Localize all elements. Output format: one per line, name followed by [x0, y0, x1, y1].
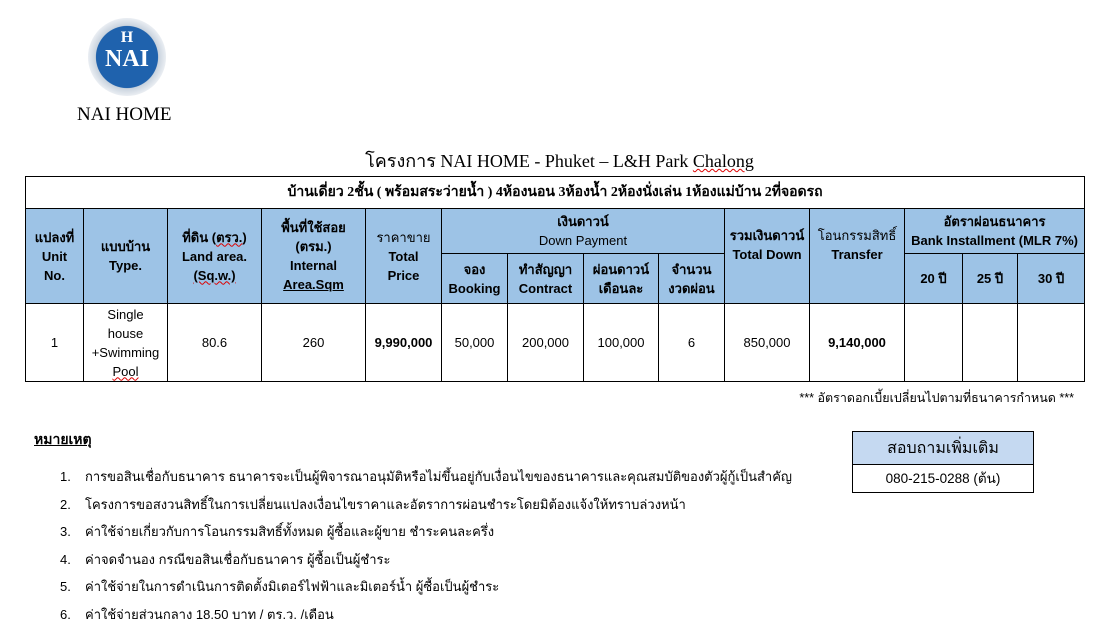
header-land [168, 209, 262, 304]
cell-land: 80.6 [168, 304, 262, 382]
header-price-th: ราคาขาย [376, 229, 431, 245]
note-text: ค่าใช้จ่ายในการดำเนินการติดตั้งมิเตอร์ไฟฟ้าและมิเตอร์น้ำ ผู้ซื้อเป็นผู้ชำระ [85, 579, 500, 594]
header-transfer [810, 209, 905, 304]
header-land-th-a: ที่ดิน ( [182, 229, 217, 245]
header-booking-en: Booking [448, 280, 501, 296]
table-caption: บ้านเดี่ยว 2ชั้น ( พร้อมสระว่ายน้ำ ) 4ห้องนอน 3ห้องน้ำ 2ห้องนั่งเล่น 1ห้องแม่บ้าน 2ที่จอดรถ [26, 177, 1085, 209]
header-transfer-th: โอนกรรมสิทธิ์ [817, 228, 897, 243]
header-area-th2: (ตรม.) [295, 239, 332, 254]
list-item [60, 549, 792, 577]
header-price-en2: Price [387, 267, 420, 283]
page-title [0, 146, 1119, 175]
list-item [60, 466, 792, 494]
header-count-th1: จำนวน [671, 261, 712, 277]
header-area [262, 209, 366, 304]
contact-box [852, 431, 1034, 493]
note-number: 2. [60, 496, 71, 512]
note-number: 6. [60, 606, 71, 622]
header-monthly-th2: เดือนละ [598, 280, 644, 296]
header-land-en2: (Sq.w.) [193, 267, 236, 283]
cell-unit: 1 [26, 304, 84, 382]
header-count [659, 254, 725, 304]
header-unit-en2: No. [44, 267, 65, 283]
header-monthly-th1: ผ่อนดาวน์ [592, 261, 650, 277]
header-30y: 30 ปี [1018, 254, 1085, 304]
header-area-en2: Area.Sqm [283, 277, 344, 292]
header-type-th: แบบบ้าน [100, 239, 151, 254]
header-down-th: เงินดาวน์ [557, 214, 609, 229]
header-booking [442, 254, 508, 304]
header-bank [905, 209, 1085, 254]
header-price-en1: Total [388, 248, 419, 264]
logo-letter: H [120, 29, 134, 46]
note-number: 1. [60, 469, 71, 484]
header-bank-th: อัตราผ่อนธนาคาร [943, 214, 1046, 229]
header-contract [508, 254, 584, 304]
header-down-payment [442, 209, 725, 254]
header-totaldown-th: รวมเงินดาวน์ [729, 228, 805, 243]
note-text: ค่าใช้จ่ายเกี่ยวกับการโอนกรรมสิทธิ์ทั้งหมด ผู้ซื้อและผู้ขาย ชำระคนละครึ่ง [85, 524, 495, 539]
header-contract-en: Contract [518, 280, 573, 296]
cell-transfer: 9,140,000 [810, 304, 905, 382]
list-item [60, 576, 792, 604]
cell-type-1: Single [107, 306, 144, 322]
header-totaldown-en: Total Down [732, 247, 802, 262]
cell-30y [1018, 304, 1085, 382]
header-land-th-b: ตรว. [216, 229, 243, 245]
notes-list [60, 466, 792, 631]
cell-type-3: +Swimming [91, 344, 160, 360]
header-transfer-en: Transfer [831, 247, 883, 262]
list-item [60, 521, 792, 549]
note-text: โครงการขอสงวนสิทธิ์ในการเปลี่ยนแปลงเงื่อนไขราคาและอัตราการผ่อนชำระโดยมิต้องแจ้งให้ทราบล่วงหน้า [85, 496, 686, 512]
header-land-th-c: ) [242, 229, 247, 245]
note-text: ค่าจดจำนอง กรณีขอสินเชื่อกับธนาคาร ผู้ซื้อเป็นผู้ชำระ [85, 551, 391, 567]
price-table [25, 176, 1085, 382]
header-price [366, 209, 442, 304]
title-prefix: โครงการ NAI HOME - Phuket – L&H Park [365, 151, 693, 171]
cell-contract: 200,000 [508, 304, 584, 382]
note-text: ค่าใช้จ่ายส่วนกลาง 18.50 บาท / ตร.ว. /เดือน [85, 606, 334, 622]
header-unit-th: แปลงที่ [34, 229, 75, 245]
note-number: 4. [60, 551, 71, 567]
cell-area: 260 [262, 304, 366, 382]
cell-count: 6 [659, 304, 725, 382]
header-type [84, 209, 168, 304]
nai-logo [88, 18, 166, 96]
header-count-th2: งวดผ่อน [668, 280, 715, 296]
cell-type-4: Pool [112, 363, 139, 379]
header-land-en1: Land area. [181, 248, 248, 264]
table-row [26, 304, 1085, 382]
cell-booking: 50,000 [442, 304, 508, 382]
cell-price: 9,990,000 [366, 304, 442, 382]
header-type-en: Type. [109, 258, 142, 273]
header-booking-th: จอง [463, 261, 486, 277]
cell-type-2: house [107, 325, 144, 341]
brand-name: NAI HOME [77, 104, 172, 125]
header-bank-en: Bank Installment (MLR 7%) [911, 233, 1078, 248]
header-total-down [725, 209, 810, 304]
note-number: 5. [60, 579, 71, 594]
cell-monthly: 100,000 [584, 304, 659, 382]
logo-badge [96, 26, 158, 88]
header-25y: 25 ปี [963, 254, 1018, 304]
note-number: 3. [60, 524, 71, 539]
cell-20y [905, 304, 963, 382]
header-land-th [170, 228, 259, 247]
notes-heading: หมายเหตุ [34, 431, 92, 447]
header-area-en1: Internal [290, 258, 337, 273]
header-20y: 20 ปี [905, 254, 963, 304]
header-contract-th: ทำสัญญา [518, 261, 573, 277]
title-suffix: Chalong [692, 151, 754, 171]
header-monthly [584, 254, 659, 304]
contact-title: สอบถามเพิ่มเติม [853, 432, 1033, 465]
contact-phone[interactable]: 080-215-0288 (ต้น) [885, 471, 1001, 486]
logo-text: NAI [104, 46, 149, 72]
header-unit [26, 209, 84, 304]
list-item [60, 604, 792, 631]
cell-type [84, 304, 168, 382]
list-item [60, 494, 792, 522]
note-text: การขอสินเชื่อกับธนาคาร ธนาคารจะเป็นผู้พิจารณาอนุมัติหรือไม่ขึ้นอยู่กับเงื่อนไขของธนาคารและคุณสมบัติของตัวผู้กู้เป็นสำคัญ [85, 469, 792, 484]
cell-25y [963, 304, 1018, 382]
header-unit-en1: Unit [41, 248, 68, 264]
header-down-en: Down Payment [538, 233, 628, 248]
rate-note: *** อัตราดอกเบี้ยเปลี่ยนไปตามที่ธนาคารกำหนด *** [799, 391, 1074, 405]
cell-total-down: 850,000 [725, 304, 810, 382]
header-area-th1: พื้นที่ใช้สอย [281, 220, 346, 235]
